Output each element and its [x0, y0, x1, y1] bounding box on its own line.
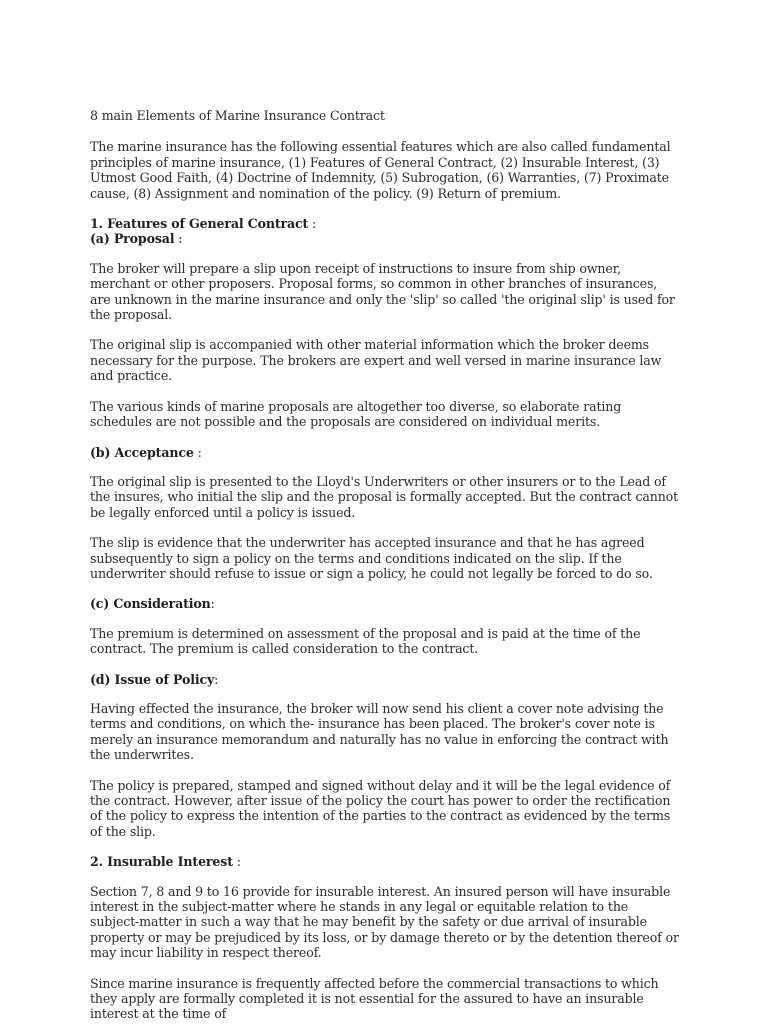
acceptance-paragraph-1: The original slip is presented to the Lloyd's Underwriters or other insurers or to the Lead of the insures, who initial the slip and the proposal is formally accepted. But the contract cannot be legally enforced until a policy is issued.: [90, 473, 679, 520]
acceptance-heading-text: (b) Acceptance: [90, 444, 194, 460]
issue-of-policy-heading: [90, 672, 680, 687]
spacer: [90, 460, 680, 474]
section-1-heading: [90, 216, 680, 231]
proposal-paragraph-2: The original slip is accompanied with other material information which the broker deems necessary for the purpose. The brokers are expert and well versed in marine insurance law and practice.: [90, 337, 662, 384]
proposal-paragraph-3: The various kinds of marine proposals are altogether too diverse, so elaborate rating schedules are not possible and the proposals are considered on individual merits.: [90, 398, 622, 430]
section-1-heading-text: 1. Features of General Contract: [90, 216, 309, 232]
insurable-interest-paragraph-1: Section 7, 8 and 9 to 16 provide for insurable interest. An insured person will have insurable interest in the subject-matter where he stands in any legal or equitable relation to the subject-matter in such a way that he may benefit by the safety or due arrival of insurable property or may be prejudiced by its loss, or by damage thereto or by the detention thereof or may incur liability in respect thereof.: [90, 883, 679, 961]
insurable-interest-paragraph-2: Since marine insurance is frequently affected before the commercial transactions to which they apply are formally completed it is not essential for the assured to have an insurable interest at the time of: [90, 975, 659, 1022]
intro-paragraph: The marine insurance has the following essential features which are also called fundamental principles of marine insurance, (1) Features of General Contract, (2) Insurable Interest, (3) Utmost Good Faith, (4) Doctrine of Indemnity, (5) Subrogation, (6) Warranties, (7) Proximate cause, (8) Assignment and nomination of the policy. (9) Return of premium.: [90, 139, 671, 201]
document-title: 8 main Elements of Marine Insurance Contract: [90, 108, 385, 123]
acceptance-heading-colon: :: [193, 444, 202, 460]
issue-of-policy-paragraph-1: Having effected the insurance, the broker will now send his client a cover note advising the terms and conditions, on which the- insurance has been placed. The broker's cover note is merely an insurance memorandum and naturally has no value in enforcing the contract with the underwrites.: [90, 700, 669, 763]
consideration-heading: [90, 596, 680, 611]
document-page: [90, 100, 680, 1022]
proposal-paragraph-1: The broker will prepare a slip upon receipt of instructions to insure from ship owner, merchant or other proposers. Proposal forms, so common in other branches of insurances, are unknown in the marine insurance and only the 'slip' so called 'the original slip' is used for the proposal.: [90, 260, 675, 323]
issue-of-policy-heading-colon: :: [214, 671, 219, 687]
acceptance-heading: [90, 445, 680, 460]
section-2-heading-colon: :: [232, 854, 241, 870]
acceptance-paragraph-2: The slip is evidence that the underwriter has accepted insurance and that he has agreed subsequently to sign a policy on the terms and conditions indicated on the slip. If the underwriter should refuse to issue or sign a policy, he could not legally be forced to do so.: [90, 535, 653, 581]
spacer: [90, 247, 680, 261]
consideration-paragraph-1: The premium is determined on assessment of the proposal and is paid at the time of the contract. The premium is called consideration to the contract.: [90, 625, 641, 657]
spacer: [90, 612, 680, 626]
issue-of-policy-heading-text: (d) Issue of Policy: [90, 671, 215, 687]
spacer: [90, 870, 680, 884]
section-1-heading-colon: :: [308, 216, 317, 232]
consideration-heading-colon: :: [210, 596, 215, 612]
issue-of-policy-paragraph-2: The policy is prepared, stamped and signed without delay and it will be the legal evidence of the contract. However, after issue of the policy the court has power to order the rectification of the policy to express the intention of the parties to the contract as evidenced by the terms of the slip.: [90, 777, 671, 839]
proposal-heading-colon: :: [174, 231, 183, 247]
proposal-heading: [90, 231, 680, 246]
consideration-heading-text: (c) Consideration: [90, 596, 211, 612]
section-2-heading: [90, 854, 680, 869]
proposal-heading-text: (a) Proposal: [90, 231, 175, 247]
section-2-heading-text: 2. Insurable Interest: [90, 854, 233, 870]
spacer: [90, 687, 680, 701]
